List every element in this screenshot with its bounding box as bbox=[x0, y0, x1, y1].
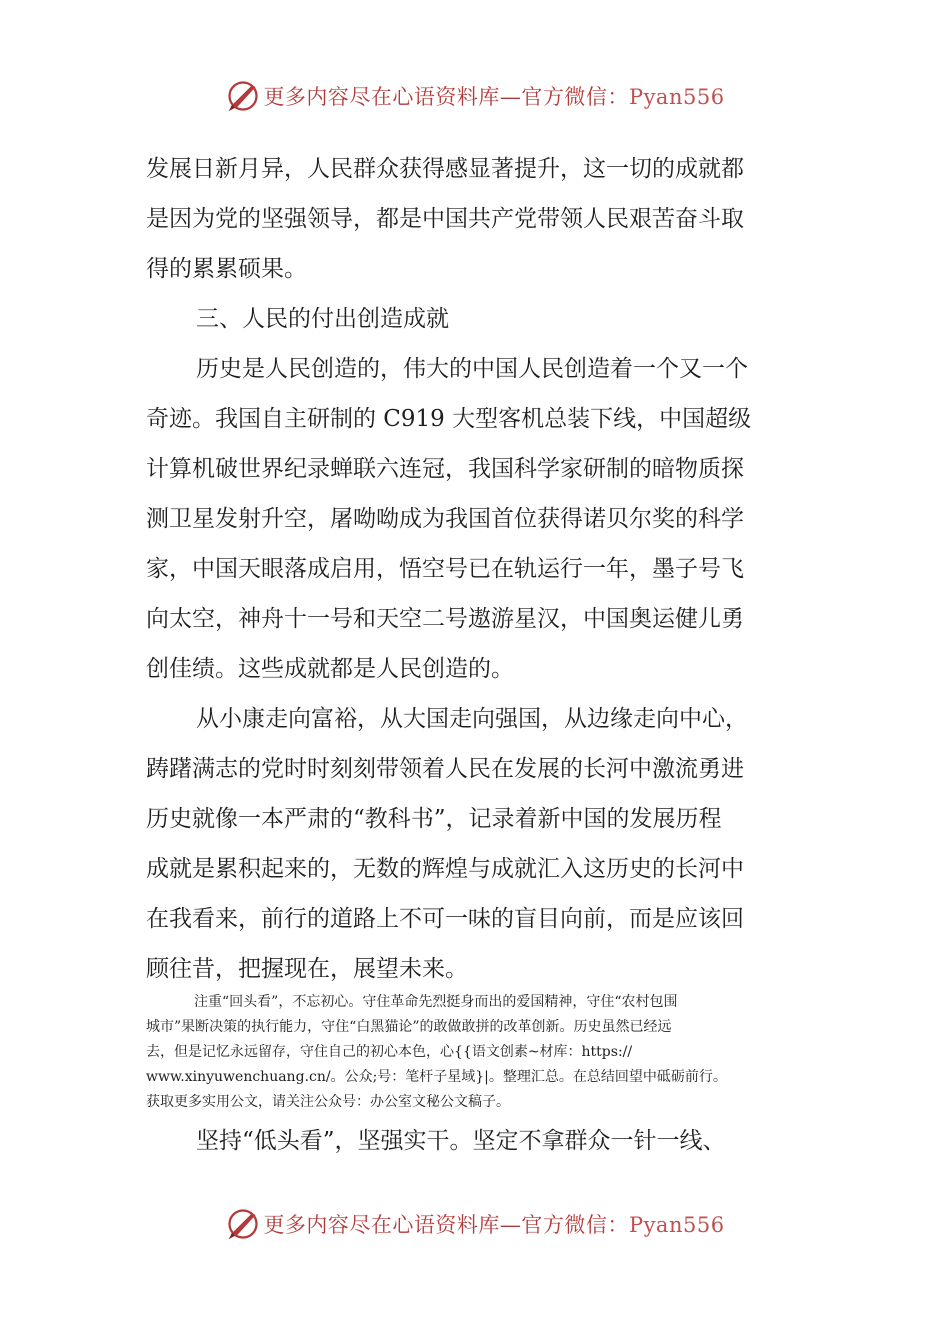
text-line: 家，中国天眼落成启用，悟空号已在轨运行一年，墨子号飞 bbox=[146, 556, 744, 582]
text-line: 发展日新月异，人民群众获得感显著提升，这一切的成就都 bbox=[146, 156, 744, 182]
text-line: 坚持“低头看”，坚强实干。坚定不拿群众一针一线、 bbox=[196, 1128, 726, 1154]
text-line: 计算机破世界纪录蝉联六连冠，我国科学家研制的暗物质探 bbox=[146, 456, 744, 482]
footer-banner bbox=[0, 1206, 950, 1256]
text-line: 在我看来，前行的道路上不可一味的盲目向前，而是应该回 bbox=[146, 906, 744, 932]
text-line: 历史就像一本严肃的“教科书”，记录着新中国的发展历程 bbox=[146, 806, 722, 832]
banner-text: 更多内容尽在心语资料库—官方微信： bbox=[263, 85, 629, 109]
note-line: 注重“回头看”，不忘初心。守住革命先烈挺身而出的爱国精神，守住“农村包围 bbox=[194, 994, 678, 1010]
note-line: 去，但是记忆永远留存，守住自己的初心本色，心{{语文创素~材库：https:// bbox=[146, 1044, 633, 1060]
note-line: 获取更多实用公文，请关注公众号：办公室文秘公文稿子。 bbox=[146, 1094, 510, 1110]
text-line: 测卫星发射升空，屠呦呦成为我国首位获得诺贝尔奖的科学 bbox=[146, 506, 744, 532]
header-banner bbox=[0, 78, 950, 128]
text-line: 成就是累积起来的，无数的辉煌与成就汇入这历史的长河中 bbox=[146, 856, 744, 882]
banner-text: 更多内容尽在心语资料库—官方微信： bbox=[263, 1213, 629, 1237]
text-line: 奇迹。我国自主研制的 C919 大型客机总装下线，中国超级 bbox=[146, 406, 752, 432]
text-line: 向太空，神舟十一号和天空二号遨游星汉，中国奥运健儿勇 bbox=[146, 606, 744, 632]
text-line: 踌躇满志的党时时刻刻带领着人民在发展的长河中激流勇进 bbox=[146, 756, 744, 782]
banner-wechat-id: Pyan556 bbox=[628, 85, 725, 109]
text-line: 是因为党的坚强领导，都是中国共产党带领人民艰苦奋斗取 bbox=[146, 206, 744, 232]
text-line: 得的累累硕果。 bbox=[146, 256, 307, 282]
note-line: www.xinyuwenchuang.cn/。公众;号：笔杆子星域}|。整理汇总。在总结回望中砥砺前行。 bbox=[146, 1069, 727, 1085]
text-line: 创佳绩。这些成就都是人民创造的。 bbox=[146, 656, 514, 682]
text-line: 历史是人民创造的，伟大的中国人民创造着一个又一个 bbox=[196, 356, 748, 382]
text-line: 顾往昔，把握现在，展望未来。 bbox=[146, 956, 468, 982]
note-block bbox=[146, 990, 810, 1120]
pen-logo-icon bbox=[225, 1206, 261, 1242]
note-line: 城市”果断决策的执行能力，守住“白黑猫论”的敢做敢拼的改革创新。历史虽然已经远 bbox=[146, 1019, 672, 1035]
section-heading: 三、人民的付出创造成就 bbox=[196, 306, 449, 332]
pen-logo-icon bbox=[225, 78, 261, 114]
banner-wechat-id: Pyan556 bbox=[628, 1213, 725, 1237]
main-text-tail bbox=[146, 1124, 808, 1164]
text-line: 从小康走向富裕，从大国走向强国，从边缘走向中心， bbox=[196, 706, 748, 732]
